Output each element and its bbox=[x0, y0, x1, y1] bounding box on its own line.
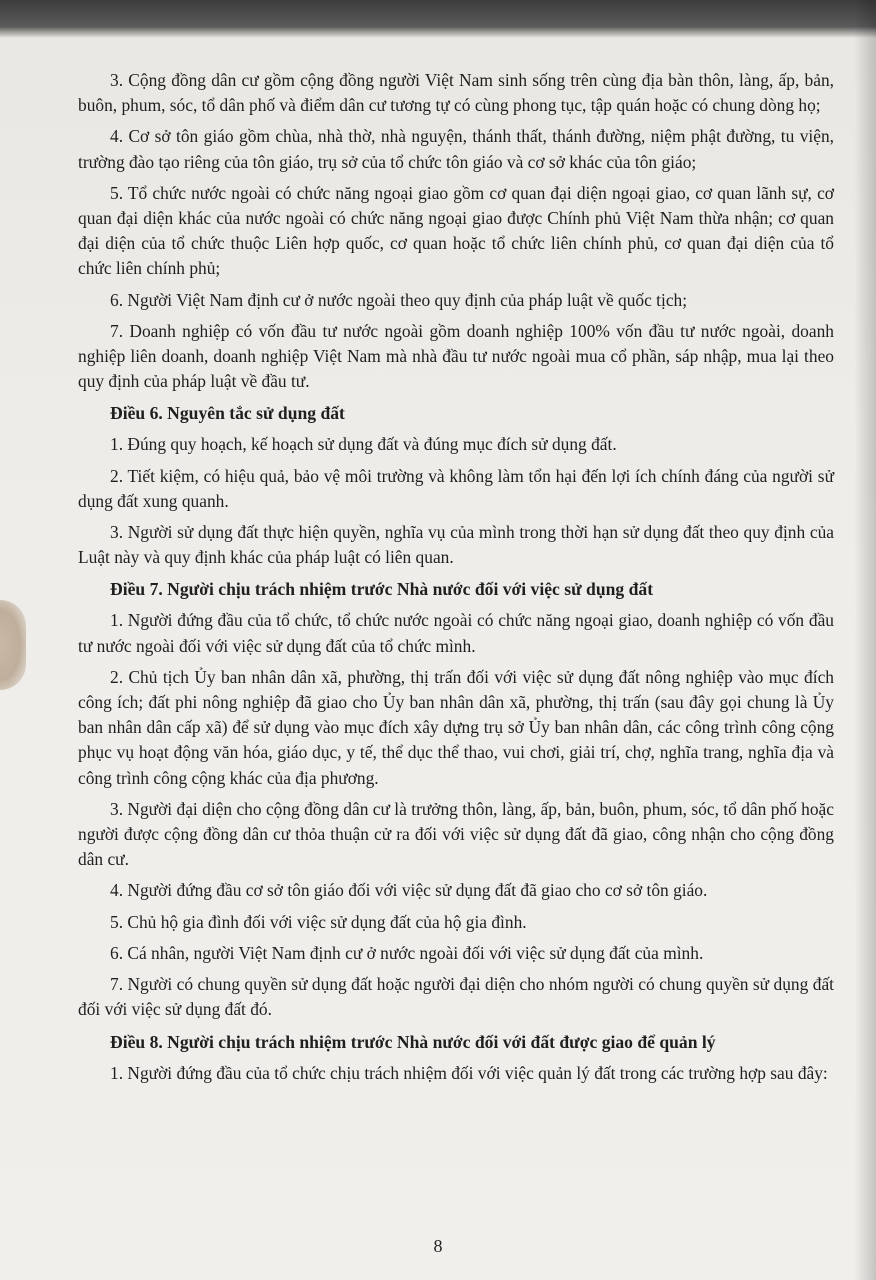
paragraph: 3. Người đại diện cho cộng đồng dân cư là trưởng thôn, làng, ấp, bản, buôn, phum, sóc, tổ dân phố hoặc người được cộng đồng dân cư thỏa thuận cử ra đối với việc sử dụng đất đã giao, công nhận cho cộng đồng dân cư. bbox=[78, 798, 834, 870]
article-heading: Điều 6. Nguyên tắc sử dụng đất bbox=[110, 403, 345, 424]
paragraph: 7. Người có chung quyền sử dụng đất hoặc người đại diện cho nhóm người có chung quyền sử dụng đất đối với việc sử dụng đất đó. bbox=[78, 974, 834, 1020]
page-top-edge bbox=[0, 0, 876, 38]
article-heading: Điều 7. Người chịu trách nhiệm trước Nhà nước đối với việc sử dụng đất bbox=[110, 579, 654, 600]
paragraph: 4. Người đứng đầu cơ sở tôn giáo đối với việc sử dụng đất đã giao cho cơ sở tôn giáo. bbox=[110, 880, 708, 901]
paragraph: 1. Đúng quy hoạch, kế hoạch sử dụng đất và đúng mục đích sử dụng đất. bbox=[110, 434, 617, 455]
paragraph: 2. Chủ tịch Ủy ban nhân dân xã, phường, thị trấn đối với việc sử dụng đất nông nghiệp vào mục đích công ích; đất phi nông nghiệp đã giao cho Ủy ban nhân dân xã, phường, thị trấn (sau đây gọi chung là Ủy ban nhân dân cấp xã) để sử dụng vào mục đích xây dựng trụ sở Ủy ban nhân dân, các công trình công cộng phục vụ hoạt động văn hóa, giáo dục, y tế, thể dục thể thao, vui chơi, giải trí, chợ, nghĩa trang, nghĩa địa và công trình công cộng khác của địa phương. bbox=[78, 666, 834, 788]
paragraph: 3. Cộng đồng dân cư gồm cộng đồng người Việt Nam sinh sống trên cùng địa bàn thôn, làng, ấp, bản, buôn, phum, sóc, tổ dân phố và điểm dân cư tương tự có cùng phong tục, tập quán hoặc có chung dòng họ; bbox=[78, 70, 834, 116]
document-body bbox=[78, 68, 834, 1086]
article-heading: Điều 8. Người chịu trách nhiệm trước Nhà nước đối với đất được giao để quản lý bbox=[110, 1031, 716, 1052]
paragraph: 5. Chủ hộ gia đình đối với việc sử dụng đất của hộ gia đình. bbox=[110, 911, 527, 932]
paragraph: 6. Người Việt Nam định cư ở nước ngoài theo quy định của pháp luật về quốc tịch; bbox=[110, 289, 688, 310]
paragraph: 3. Người sử dụng đất thực hiện quyền, nghĩa vụ của mình trong thời hạn sử dụng đất theo quy định của Luật này và quy định khác của pháp luật có liên quan. bbox=[78, 522, 834, 568]
paragraph: 7. Doanh nghiệp có vốn đầu tư nước ngoài gồm doanh nghiệp 100% vốn đầu tư nước ngoài, doanh nghiệp liên doanh, doanh nghiệp Việt Nam mà nhà đầu tư nước ngoài mua cổ phần, sáp nhập, mua lại theo quy định của pháp luật về đầu tư. bbox=[78, 320, 834, 392]
finger-edge bbox=[0, 600, 26, 690]
page-number: 8 bbox=[433, 1236, 443, 1256]
paragraph: 1. Người đứng đầu của tổ chức, tổ chức nước ngoài có chức năng ngoại giao, doanh nghiệp có vốn đầu tư nước ngoài đối với việc sử dụng đất của tổ chức mình. bbox=[78, 610, 834, 656]
paragraph: 6. Cá nhân, người Việt Nam định cư ở nước ngoài đối với việc sử dụng đất của mình. bbox=[110, 942, 704, 963]
paragraph: 4. Cơ sở tôn giáo gồm chùa, nhà thờ, nhà nguyện, thánh thất, thánh đường, niệm phật đường, tu viện, trường đào tạo riêng của tôn giáo, trụ sở của tổ chức tôn giáo và cơ sở khác của tôn giáo; bbox=[78, 126, 834, 172]
paragraph: 2. Tiết kiệm, có hiệu quả, bảo vệ môi trường và không làm tổn hại đến lợi ích chính đáng của người sử dụng đất xung quanh. bbox=[78, 465, 834, 511]
paragraph: 1. Người đứng đầu của tổ chức chịu trách nhiệm đối với việc quản lý đất trong các trường hợp sau đây: bbox=[110, 1062, 828, 1083]
page-right-shadow bbox=[854, 0, 876, 1280]
paragraph: 5. Tổ chức nước ngoài có chức năng ngoại giao gồm cơ quan đại diện ngoại giao, cơ quan lãnh sự, cơ quan đại diện khác của nước ngoài có chức năng ngoại giao được Chính phủ Việt Nam thừa nhận; cơ quan đại diện của tổ chức thuộc Liên hợp quốc, cơ quan hoặc tổ chức liên chính phủ, cơ quan đại diện của tổ chức liên chính phủ; bbox=[78, 182, 834, 279]
